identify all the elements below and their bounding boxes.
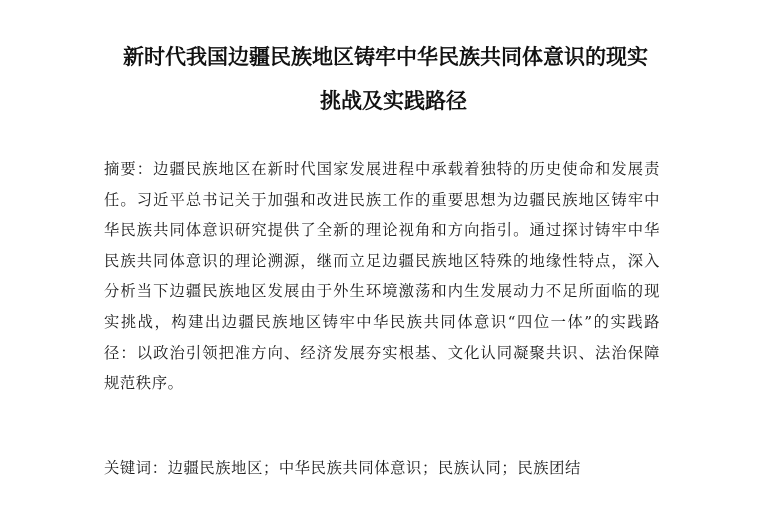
paper-title-line-2: 挑战及实践路径: [320, 88, 467, 113]
keywords-line: [104, 453, 664, 484]
abstract-label: 摘要：: [104, 160, 154, 178]
abstract-paragraph: [104, 154, 660, 399]
paper-title-line-1: 新时代我国边疆民族地区铸牢中华民族共同体意识的现实: [123, 44, 648, 69]
abstract-text: 边疆民族地区在新时代国家发展进程中承载着独特的历史使命和发展责任。习近平总书记关于加强和改进民族工作的重要思想为边疆民族地区铸牢中华民族共同体意识研究提供了全新的理论视角和方向指引。通过探讨铸牢中华民族共同体意识的理论溯源，继而立足边疆民族地区特殊的地缘性特点，深入分析当下边疆民族地区发展由于外生环境激荡和内生发展动力不足所面临的现实挑战，构建出边疆民族地区铸牢中华民族共同体意识“四位一体”的实践路径：以政治引领把准方向、经济发展夯实根基、文化认同凝聚共识、法治保障规范秩序。: [104, 160, 660, 393]
keywords-label: 关键词：: [104, 459, 168, 477]
keywords-text: 边疆民族地区；中华民族共同体意识；民族认同；民族团结: [167, 459, 581, 477]
